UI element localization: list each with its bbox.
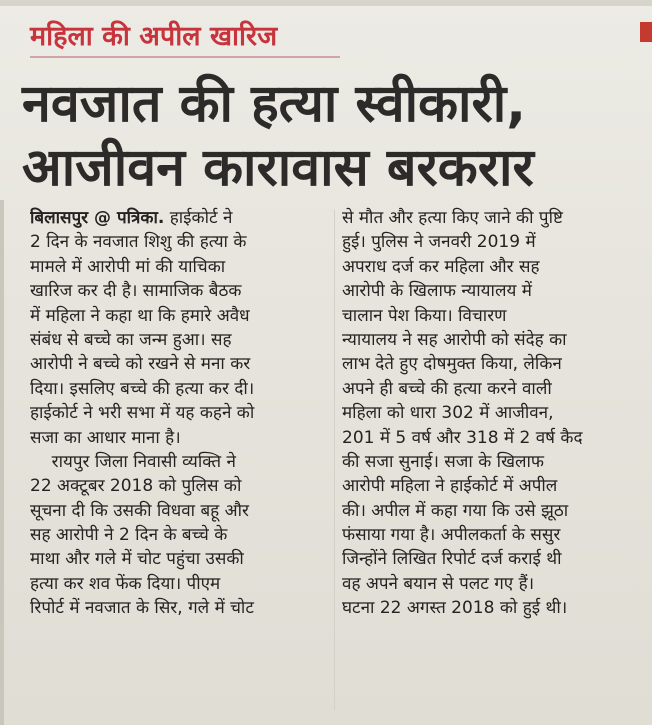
body-line: फंसाया गया है। अपीलकर्ता के ससुर bbox=[342, 525, 561, 546]
headline-line-2: आजीवन कारावास बरकरार bbox=[22, 138, 534, 198]
body-line: में महिला ने कहा था कि हमारे अवैध bbox=[30, 305, 250, 326]
body-line: वह अपने बयान से पलट गए हैं। bbox=[342, 573, 535, 594]
body-line: चालान पेश किया। विचारण bbox=[342, 305, 507, 326]
body-line: अपने ही बच्चे की हत्या करने वाली bbox=[342, 378, 552, 399]
left-edge-rule bbox=[0, 200, 4, 725]
body-line: हत्या कर शव फेंक दिया। पीएम bbox=[30, 573, 221, 594]
article-column-left bbox=[30, 206, 330, 621]
body-line: महिला को धारा 302 में आजीवन, bbox=[342, 403, 554, 424]
body-line: माथा और गले में चोट पहुंचा उसकी bbox=[30, 549, 244, 570]
body-line: मामले में आरोपी मां की याचिका bbox=[30, 256, 226, 277]
body-line: 2 दिन के नवजात शिशु की हत्या के bbox=[30, 232, 247, 253]
body-line: संबंध से बच्चे का जन्म हुआ। सह bbox=[30, 329, 232, 350]
body-line: सजा का आधार माना है। bbox=[30, 427, 181, 448]
body-line: की सजा सुनाई। सजा के खिलाफ bbox=[342, 451, 545, 472]
body-line: दिया। इसलिए बच्चे की हत्या कर दी। bbox=[30, 378, 255, 399]
body-line: अपराध दर्ज कर महिला और सह bbox=[342, 256, 540, 277]
body-line: सह आरोपी ने 2 दिन के बच्चे के bbox=[30, 525, 228, 546]
article-headline bbox=[22, 72, 534, 200]
body-line: हुई। पुलिस ने जनवरी 2019 में bbox=[342, 232, 536, 253]
body-line: न्यायालय ने सह आरोपी को संदेह का bbox=[342, 329, 567, 350]
body-line: आरोपी के खिलाफ न्यायालय में bbox=[342, 281, 532, 302]
body-line: 201 में 5 वर्ष और 318 में 2 वर्ष कैद bbox=[342, 427, 583, 448]
body-line: आरोपी ने बच्चे को रखने से मना कर bbox=[30, 354, 251, 375]
body-line: सूचना दी कि उसकी विधवा बहू और bbox=[30, 500, 249, 521]
edge-color-mark bbox=[640, 22, 652, 42]
body-line: आरोपी महिला ने हाईकोर्ट में अपील bbox=[342, 476, 558, 497]
body-text: हाईकोर्ट ने bbox=[164, 208, 233, 228]
body-line: हाईकोर्ट ने भरी सभा में यह कहने को bbox=[30, 403, 255, 424]
body-line: रिपोर्ट में नवजात के सिर, गले में चोट bbox=[30, 598, 254, 619]
dateline: बिलासपुर @ पत्रिका. bbox=[30, 208, 165, 228]
body-line: 22 अक्टूबर 2018 को पुलिस को bbox=[30, 476, 242, 497]
body-line: घटना 22 अगस्त 2018 को हुई थी। bbox=[342, 598, 568, 619]
body-line: की। अपील में कहा गया कि उसे झूठा bbox=[342, 500, 569, 521]
top-rule bbox=[0, 0, 652, 6]
body-line: जिन्होंने लिखित रिपोर्ट दर्ज कराई थी bbox=[342, 549, 562, 570]
body-line: खारिज कर दी है। सामाजिक बैठक bbox=[30, 281, 242, 302]
column-divider bbox=[334, 210, 335, 710]
headline-line-1: नवजात की हत्या स्वीकारी, bbox=[22, 74, 527, 134]
kicker-underline bbox=[30, 56, 340, 58]
article-kicker: महिला की अपील खारिज bbox=[30, 21, 278, 52]
body-line: रायपुर जिला निवासी व्यक्ति ने bbox=[30, 451, 236, 472]
body-line: से मौत और हत्या किए जाने की पुष्टि bbox=[342, 208, 563, 228]
body-line bbox=[30, 206, 330, 230]
body-line: लाभ देते हुए दोषमुक्त किया, लेकिन bbox=[342, 354, 562, 375]
article-column-right bbox=[342, 206, 642, 621]
